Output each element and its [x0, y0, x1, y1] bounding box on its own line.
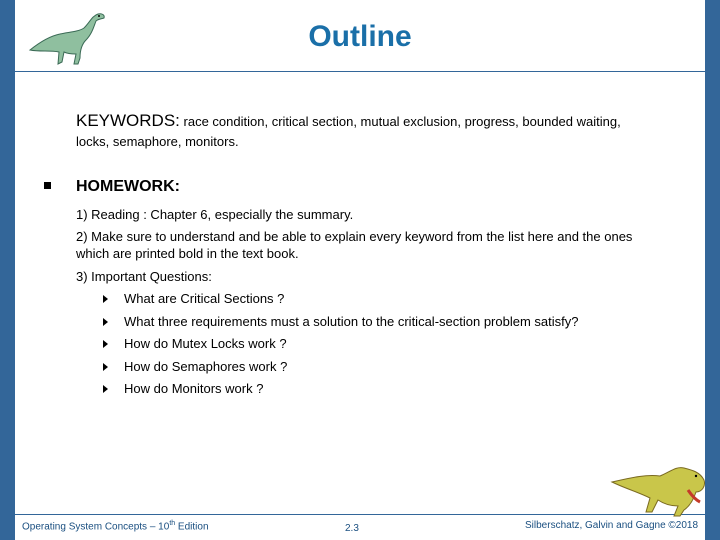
keywords-line-1	[76, 112, 621, 131]
arrow-bullet-icon	[103, 385, 108, 393]
homework-item-2-line-1: 2) Make sure to understand and be able to explain every keyword from the list here and the ones	[76, 229, 633, 244]
keywords-list-part2: locks, semaphore, monitors.	[76, 134, 239, 149]
question-item: How do Semaphores work ?	[124, 359, 288, 374]
footer-divider	[15, 514, 705, 515]
slide-title: Outline	[308, 20, 412, 53]
homework-item-2-line-2: which are printed bold in the text book.	[76, 246, 299, 261]
question-item: How do Monitors work ?	[124, 381, 264, 396]
homework-item-3: 3) Important Questions:	[76, 269, 212, 284]
footer-book-title	[22, 520, 209, 532]
left-sidebar-bar	[0, 0, 15, 540]
footer-book-title-text: Operating System Concepts – 10	[22, 521, 170, 533]
homework-heading: HOMEWORK:	[76, 178, 180, 195]
footer-page-number: 2.3	[345, 523, 359, 534]
footer-edition-superscript: th	[169, 520, 176, 527]
keywords-heading: KEYWORDS:	[76, 111, 180, 130]
header-divider	[15, 71, 705, 72]
bullet-square-icon	[44, 182, 51, 189]
right-sidebar-bar	[705, 0, 720, 540]
arrow-bullet-icon	[103, 363, 108, 371]
question-item: How do Mutex Locks work ?	[124, 336, 287, 351]
question-item: What are Critical Sections ?	[124, 291, 285, 306]
keywords-list-part1: race condition, critical section, mutual exclusion, progress, bounded waiting,	[183, 114, 621, 129]
homework-item-1: 1) Reading : Chapter 6, especially the summary.	[76, 207, 354, 222]
footer-edition-text: Edition	[175, 521, 209, 533]
dinosaur-illustration-icon	[610, 462, 710, 518]
arrow-bullet-icon	[103, 340, 108, 348]
footer-authors: Silberschatz, Galvin and Gagne ©2018	[525, 520, 699, 531]
arrow-bullet-icon	[103, 318, 108, 326]
question-item: What three requirements must a solution to the critical-section problem satisfy?	[124, 314, 579, 329]
arrow-bullet-icon	[103, 295, 108, 303]
